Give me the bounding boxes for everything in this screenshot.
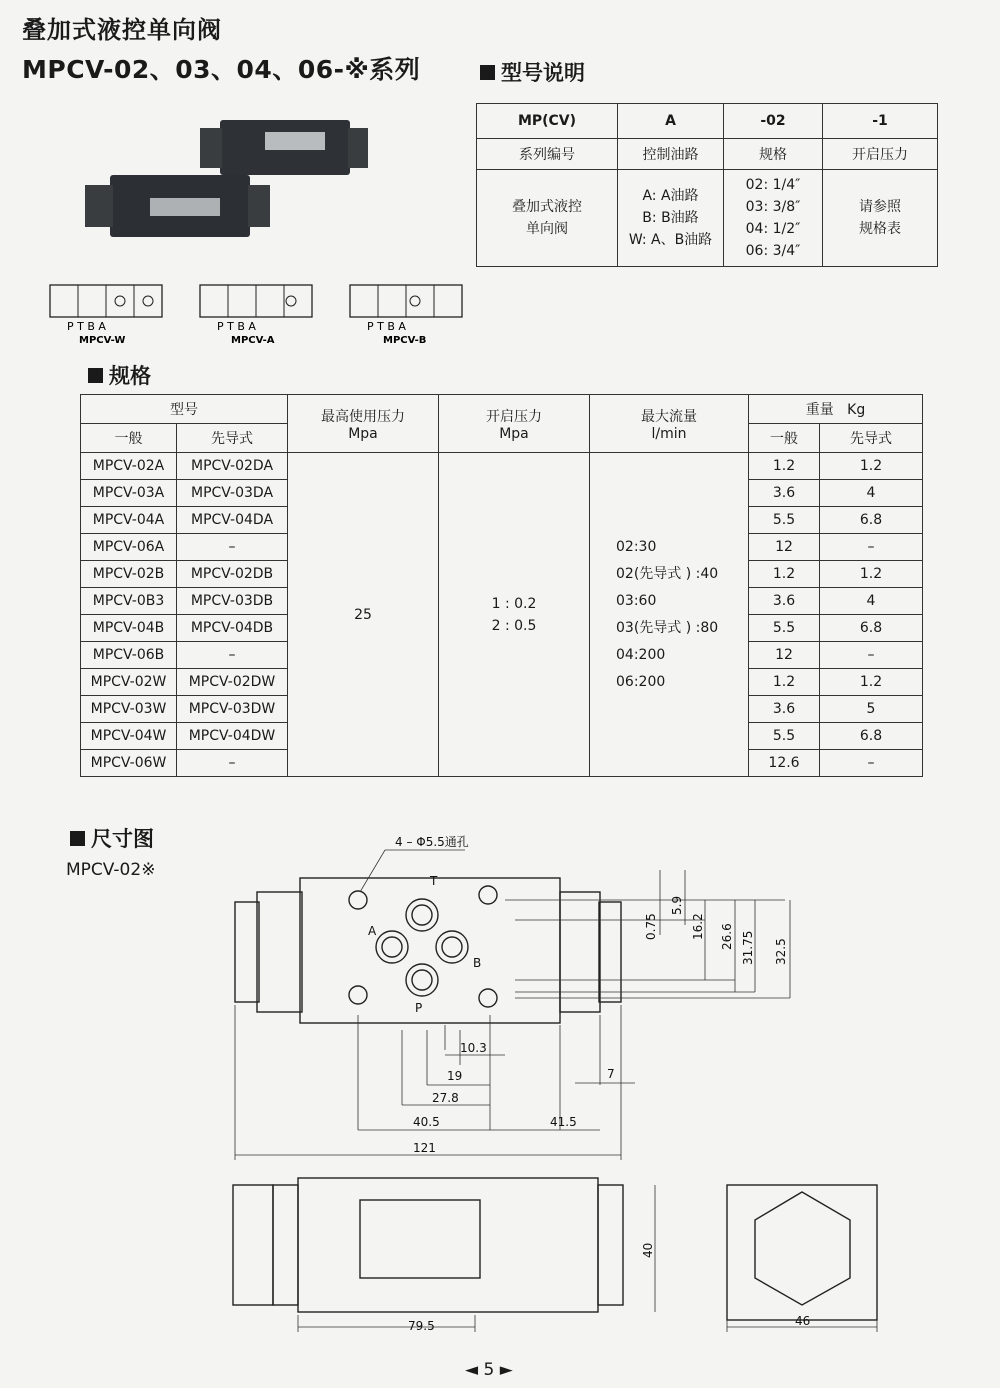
cell-pilot: – — [177, 534, 288, 561]
cell-pilot: – — [177, 750, 288, 777]
cell-general: MPCV-06B — [81, 642, 177, 669]
size-options: 02: 1/4″ 03: 3/8″ 04: 1/2″ 06: 3/4″ — [724, 170, 823, 267]
th-weight: 重量 Kg — [749, 395, 923, 424]
page-title: 叠加式液控单向阀 — [22, 16, 222, 44]
cell-general: MPCV-04A — [81, 507, 177, 534]
th-crack: 开启压力 Mpa — [439, 395, 590, 453]
cell-weight-general: 1.2 — [749, 453, 820, 480]
hole-note: 4 – Φ5.5通孔 — [395, 835, 469, 849]
table-row — [81, 453, 923, 480]
dim-5-9: 5.9 — [670, 895, 684, 915]
cell-pilot: – — [177, 642, 288, 669]
cell-weight-pilot: 6.8 — [820, 615, 923, 642]
dim-32-5: 32.5 — [774, 938, 788, 965]
symbol-label-w: MPCV-W — [79, 335, 126, 346]
cell-general: MPCV-03A — [81, 480, 177, 507]
code-control: A — [618, 104, 724, 139]
model-desc-heading: 型号说明 — [480, 57, 585, 87]
symbol-mpcv-a — [200, 285, 312, 346]
port-a: A — [368, 924, 377, 938]
symbol-ports-a: P T B A — [217, 320, 256, 333]
cell-flow: 02:30 02(先导式 ) :40 03:60 03(先导式 ) :80 04:200 06:200 — [590, 453, 749, 777]
dim-0-75: 0.75 — [644, 913, 658, 940]
series-title: MPCV-02、03、04、06-※系列 — [22, 55, 421, 84]
cell-weight-pilot: 6.8 — [820, 723, 923, 750]
cell-pilot: MPCV-04DA — [177, 507, 288, 534]
spec-heading: 规格 — [88, 360, 151, 390]
label-size: 规格 — [724, 139, 823, 170]
th-weight-general: 一般 — [749, 424, 820, 453]
dim-46: 46 — [795, 1314, 811, 1328]
cell-weight-pilot: 1.2 — [820, 561, 923, 588]
cell-weight-pilot: 5 — [820, 696, 923, 723]
cell-general: MPCV-03W — [81, 696, 177, 723]
cell-weight-general: 1.2 — [749, 669, 820, 696]
cell-weight-pilot: 1.2 — [820, 669, 923, 696]
page-number: ◄ 5 ► — [465, 1360, 513, 1380]
dim-79-5: 79.5 — [408, 1319, 435, 1333]
cell-weight-general: 5.5 — [749, 723, 820, 750]
cell-max-pressure: 25 — [288, 453, 439, 777]
cell-general: MPCV-02A — [81, 453, 177, 480]
cell-pilot: MPCV-04DB — [177, 615, 288, 642]
cell-weight-general: 3.6 — [749, 696, 820, 723]
dim-16-2: 16.2 — [691, 913, 705, 940]
cell-crack: 1 : 0.2 2 : 0.5 — [439, 453, 590, 777]
label-pressure: 开启压力 — [823, 139, 938, 170]
cell-weight-general: 3.6 — [749, 588, 820, 615]
cell-weight-pilot: 6.8 — [820, 507, 923, 534]
dim-40: 40 — [641, 1242, 655, 1258]
dim-27-8: 27.8 — [432, 1091, 459, 1105]
cell-pilot: MPCV-03DB — [177, 588, 288, 615]
spec-table — [80, 394, 923, 777]
cell-general: MPCV-06W — [81, 750, 177, 777]
cell-weight-general: 12 — [749, 642, 820, 669]
symbol-label-b: MPCV-B — [383, 335, 427, 346]
symbol-ports-b: P T B A — [367, 320, 406, 333]
th-max-pressure: 最高使用压力 Mpa — [288, 395, 439, 453]
cell-general: MPCV-0B3 — [81, 588, 177, 615]
cell-weight-pilot: – — [820, 642, 923, 669]
code-size: -02 — [724, 104, 823, 139]
control-options: A: A油路 B: B油路 W: A、B油路 — [618, 170, 724, 267]
cell-weight-pilot: – — [820, 534, 923, 561]
label-series: 系列编号 — [477, 139, 618, 170]
cell-pilot: MPCV-02DW — [177, 669, 288, 696]
port-b: B — [473, 956, 482, 970]
th-pilot: 先导式 — [177, 424, 288, 453]
dims-heading: 尺寸图 — [70, 823, 154, 853]
product-photo — [70, 100, 390, 260]
cell-pilot: MPCV-02DB — [177, 561, 288, 588]
code-series: MP(CV) — [477, 104, 618, 139]
dim-41-5: 41.5 — [550, 1115, 577, 1129]
hydraulic-symbols — [45, 280, 475, 350]
series-desc: 叠加式液控 单向阀 — [477, 170, 618, 267]
cell-weight-pilot: 4 — [820, 480, 923, 507]
cell-pilot: MPCV-02DA — [177, 453, 288, 480]
cell-general: MPCV-04W — [81, 723, 177, 750]
dim-31-75: 31.75 — [741, 930, 755, 965]
cell-weight-general: 12.6 — [749, 750, 820, 777]
dim-19: 19 — [447, 1069, 463, 1083]
port-p: P — [415, 1001, 423, 1015]
symbol-mpcv-w — [50, 285, 162, 346]
dim-26-6: 26.6 — [720, 923, 734, 950]
cell-general: MPCV-02W — [81, 669, 177, 696]
side-view-drawing — [215, 1170, 895, 1350]
cell-weight-general: 5.5 — [749, 507, 820, 534]
port-t: T — [430, 874, 438, 888]
dim-7: 7 — [607, 1067, 615, 1081]
cell-pilot: MPCV-03DW — [177, 696, 288, 723]
dim-10-3: 10.3 — [460, 1041, 487, 1055]
cell-general: MPCV-06A — [81, 534, 177, 561]
th-model: 型号 — [81, 395, 288, 424]
cell-general: MPCV-04B — [81, 615, 177, 642]
pressure-note: 请参照 规格表 — [823, 170, 938, 267]
cell-pilot: MPCV-04DW — [177, 723, 288, 750]
dims-model: MPCV-02※ — [66, 860, 156, 880]
top-view-drawing — [215, 830, 815, 1175]
code-pressure: -1 — [823, 104, 938, 139]
cell-pilot: MPCV-03DA — [177, 480, 288, 507]
symbol-ports-w: P T B A — [67, 320, 106, 333]
symbol-label-a: MPCV-A — [231, 335, 275, 346]
dim-121: 121 — [413, 1141, 436, 1155]
th-general: 一般 — [81, 424, 177, 453]
model-desc-table — [476, 103, 938, 267]
th-flow: 最大流量 l/min — [590, 395, 749, 453]
cell-weight-general: 12 — [749, 534, 820, 561]
cell-weight-pilot: 1.2 — [820, 453, 923, 480]
cell-weight-pilot: – — [820, 750, 923, 777]
cell-general: MPCV-02B — [81, 561, 177, 588]
cell-weight-pilot: 4 — [820, 588, 923, 615]
th-weight-pilot: 先导式 — [820, 424, 923, 453]
dim-40-5: 40.5 — [413, 1115, 440, 1129]
cell-weight-general: 1.2 — [749, 561, 820, 588]
cell-weight-general: 3.6 — [749, 480, 820, 507]
cell-weight-general: 5.5 — [749, 615, 820, 642]
symbol-mpcv-b — [350, 285, 462, 346]
label-control: 控制油路 — [618, 139, 724, 170]
